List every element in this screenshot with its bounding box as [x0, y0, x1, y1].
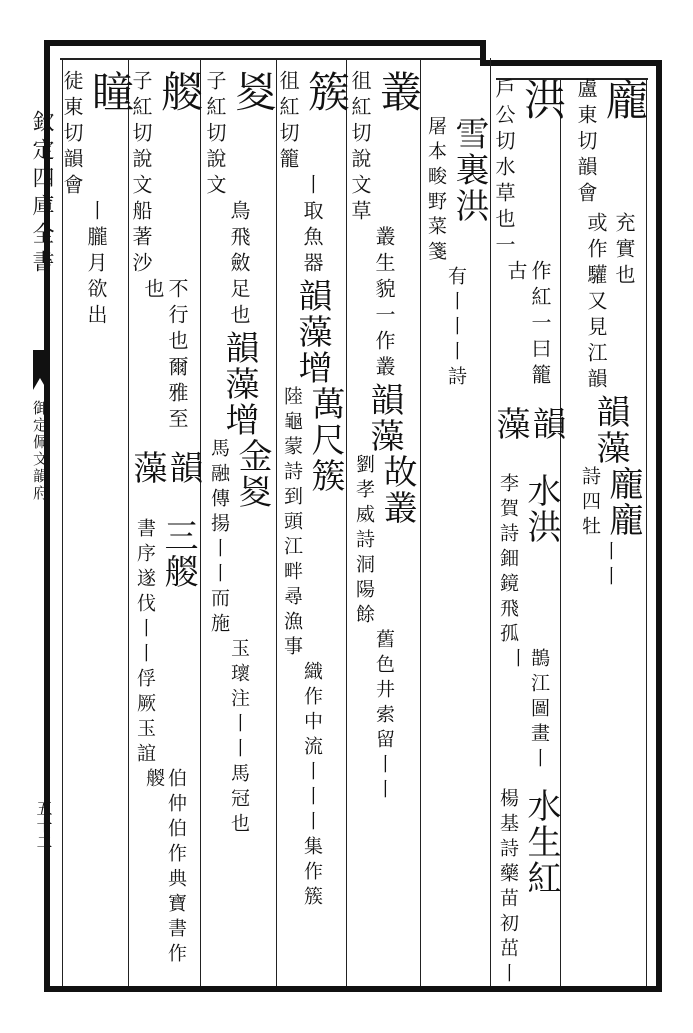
head-character: 瞳 — [86, 70, 135, 112]
definition-line: 徂紅切說文草 — [348, 70, 372, 226]
entry-column — [276, 70, 351, 980]
inner-rule-top — [60, 58, 480, 60]
definition-line: 不行也爾雅至也 — [141, 278, 189, 434]
section-heading: 韻藻增 — [292, 278, 332, 386]
margin-title — [29, 110, 54, 278]
book-title: 欽定四庫全書 — [29, 110, 54, 278]
citation: 伯仲伯作典寶書作艐 — [143, 767, 187, 968]
citation: 陸龜蒙詩到頭江畔尋漁事 — [281, 386, 303, 661]
entry-column — [127, 70, 204, 980]
phrase-term: 雪裏洪 — [449, 116, 489, 224]
section-heading: 韻藻 — [364, 382, 404, 454]
entry-column — [60, 70, 135, 980]
frame-border-right — [656, 60, 662, 990]
citation: 楊基詩藥苗初茁丨 — [497, 788, 519, 988]
citation: 馬融傳揚丨丨而施 — [208, 438, 230, 638]
definition-line: 鳥飛斂足也 — [227, 200, 251, 330]
definition-line: 戶公切水草也一 — [492, 78, 516, 260]
definition-line: 叢生貌一作叢 — [372, 226, 396, 382]
head-character: 簇 — [302, 70, 351, 112]
head-character: 叢 — [374, 70, 423, 112]
entry-column — [574, 78, 649, 988]
definition-line: 充實也 — [612, 212, 636, 290]
phrase-term: 三艐 — [158, 517, 198, 590]
phrase-term: 水洪 — [521, 472, 561, 545]
citation: 玉瓌注丨丨馬冠也 — [228, 638, 250, 838]
definition-line: 徒東切韻會 — [60, 70, 84, 200]
definition-line: 丨取魚器 — [300, 174, 324, 278]
definition-line: 子紅切說文船著沙 — [129, 70, 153, 278]
column-divider — [276, 58, 277, 986]
phrase-term: 萬尺簇 — [305, 386, 345, 494]
section-heading: 韻藻 — [590, 394, 630, 466]
frame-border-top — [46, 40, 482, 46]
definition-line: 徂紅切籠 — [276, 70, 300, 174]
entry-column — [490, 78, 567, 988]
entry-column — [424, 116, 488, 1026]
citation: 丨丨 — [599, 541, 621, 591]
definition-line: 丨朧月欲出 — [84, 200, 108, 330]
head-character: 龐 — [600, 78, 649, 120]
citation: 鵲江圖畫丨丨 — [506, 647, 550, 773]
citation: 詩四牡 — [579, 466, 601, 541]
phrase-term: 水生紅 — [521, 788, 561, 896]
page-number: 五十二 — [34, 800, 53, 851]
citation: 舊色井索留丨丨 — [373, 629, 395, 804]
column-divider — [490, 58, 491, 986]
margin-subtitle — [30, 400, 49, 502]
citation: 書序遂伐丨丨俘厥玉誼 — [134, 517, 156, 768]
fish-tail-mark-icon — [33, 350, 47, 390]
column-divider — [646, 78, 647, 986]
frame-border-top-right — [486, 60, 662, 66]
column-divider — [420, 58, 421, 986]
phrase-term: 龐龐 — [603, 466, 643, 538]
entry-column — [203, 70, 278, 980]
column-divider — [346, 58, 347, 986]
phrase-term: 金㚇 — [232, 438, 272, 510]
definition-line: 子紅切說文 — [203, 70, 227, 200]
work-title: 御定佩文韻府 — [31, 400, 49, 502]
head-character: 艐 — [155, 70, 204, 112]
definition-line: 或作驩又見江韻 — [584, 212, 608, 394]
citation: 李賀詩鈿鏡飛孤 — [497, 472, 519, 648]
section-heading: 韻藻 — [127, 449, 203, 486]
section-heading: 韻藻 — [490, 405, 566, 442]
head-character: 洪 — [518, 78, 567, 120]
phrase-term: 故叢 — [377, 454, 417, 526]
section-heading: 韻藻增 — [219, 330, 259, 438]
definition-line: 作紅一曰籠古 — [504, 260, 552, 390]
citation: 屠本畯野菜箋 — [425, 116, 447, 266]
frame-border-bottom — [44, 986, 662, 992]
head-character: 㚇 — [229, 70, 278, 112]
entry-column — [348, 70, 423, 980]
citation: 織作中流丨丨丨集作簇 — [301, 661, 323, 911]
definition-line: 盧東切韻會 — [574, 78, 598, 208]
citation: 有丨丨丨詩 — [445, 266, 467, 391]
citation: 劉孝威詩洞陽餘 — [353, 454, 375, 629]
